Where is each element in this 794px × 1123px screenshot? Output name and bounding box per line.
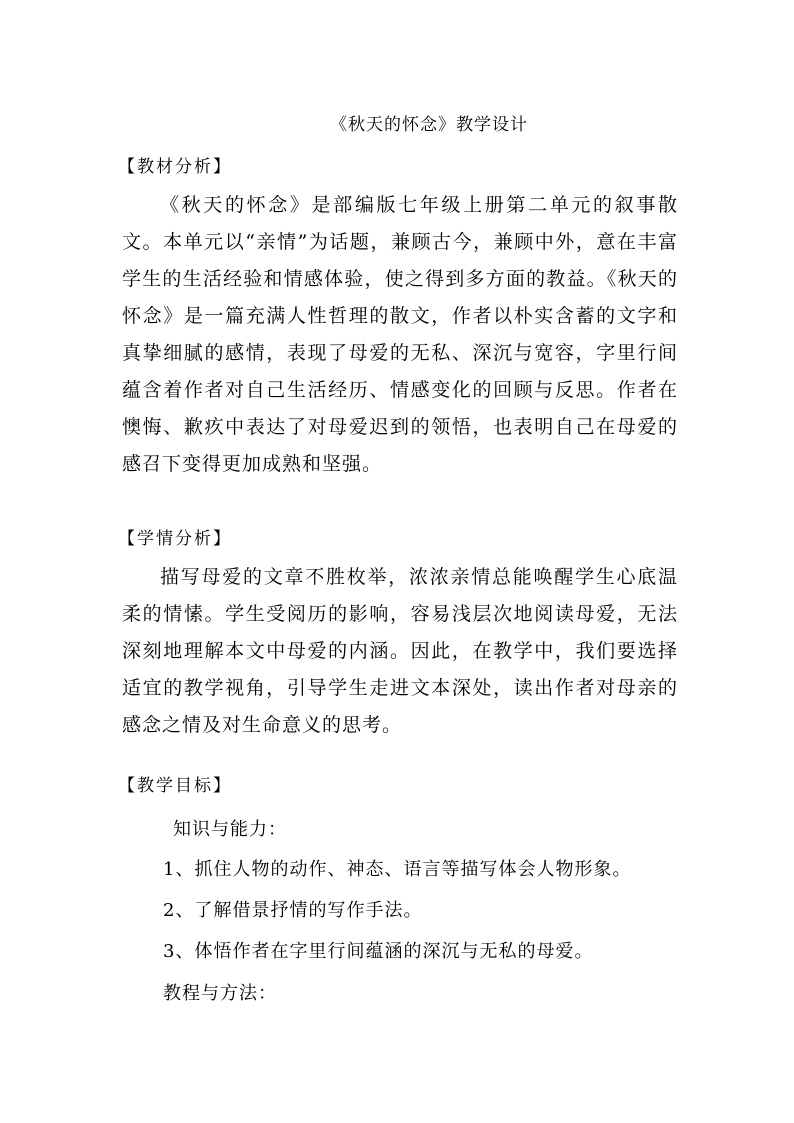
goal-item-2: 2、了解借景抒情的写作手法。 [163, 900, 423, 921]
subheading-knowledge: 知识与能力： [173, 819, 287, 840]
section-heading-goals: 【教学目标】 [118, 776, 232, 796]
student-analysis-paragraph: 描写母爱的文章不胜枚举，浓浓亲情总能唤醒学生心底温柔的情愫。学生受阅历的影响，容易浅层次地阅读母爱，无法深刻地理解本文中母爱的内涵。因此，在教学中，我们要选择适宜的教学视角，引导学生走进文本深处，读出作者对母亲的感念之情及对生命意义的思考。 [122, 566, 678, 736]
material-analysis-paragraph: 《秋天的怀念》是部编版七年级上册第二单元的叙事散文。本单元以“亲情”为话题，兼顾古今，兼顾中外，意在丰富学生的生活经验和情感体验，使之得到多方面的教益。《秋天的怀念》是一篇充满人性哲理的散文，作者以朴实含蓄的文字和真挚细腻的感情，表现了母爱的无私、深沉与宽容，字里行间蕴含着作者对自己生活经历、情感变化的回顾与反思。作者在懊悔、歉疚中表达了对母爱迟到的领悟，也表明自己在母爱的感召下变得更加成熟和坚强。 [122, 194, 678, 475]
goal-item-3: 3、体悟作者在字里行间蕴涵的深沉与无私的母爱。 [163, 941, 594, 962]
document-title: 《秋天的怀念》教学设计 [330, 115, 528, 135]
subheading-process: 教程与方法： [163, 983, 277, 1004]
section-heading-material: 【教材分析】 [118, 157, 232, 177]
goal-item-1: 1、抓住人物的动作、神态、语言等描写体会人物形象。 [163, 859, 632, 880]
section-heading-students: 【学情分析】 [118, 529, 232, 549]
